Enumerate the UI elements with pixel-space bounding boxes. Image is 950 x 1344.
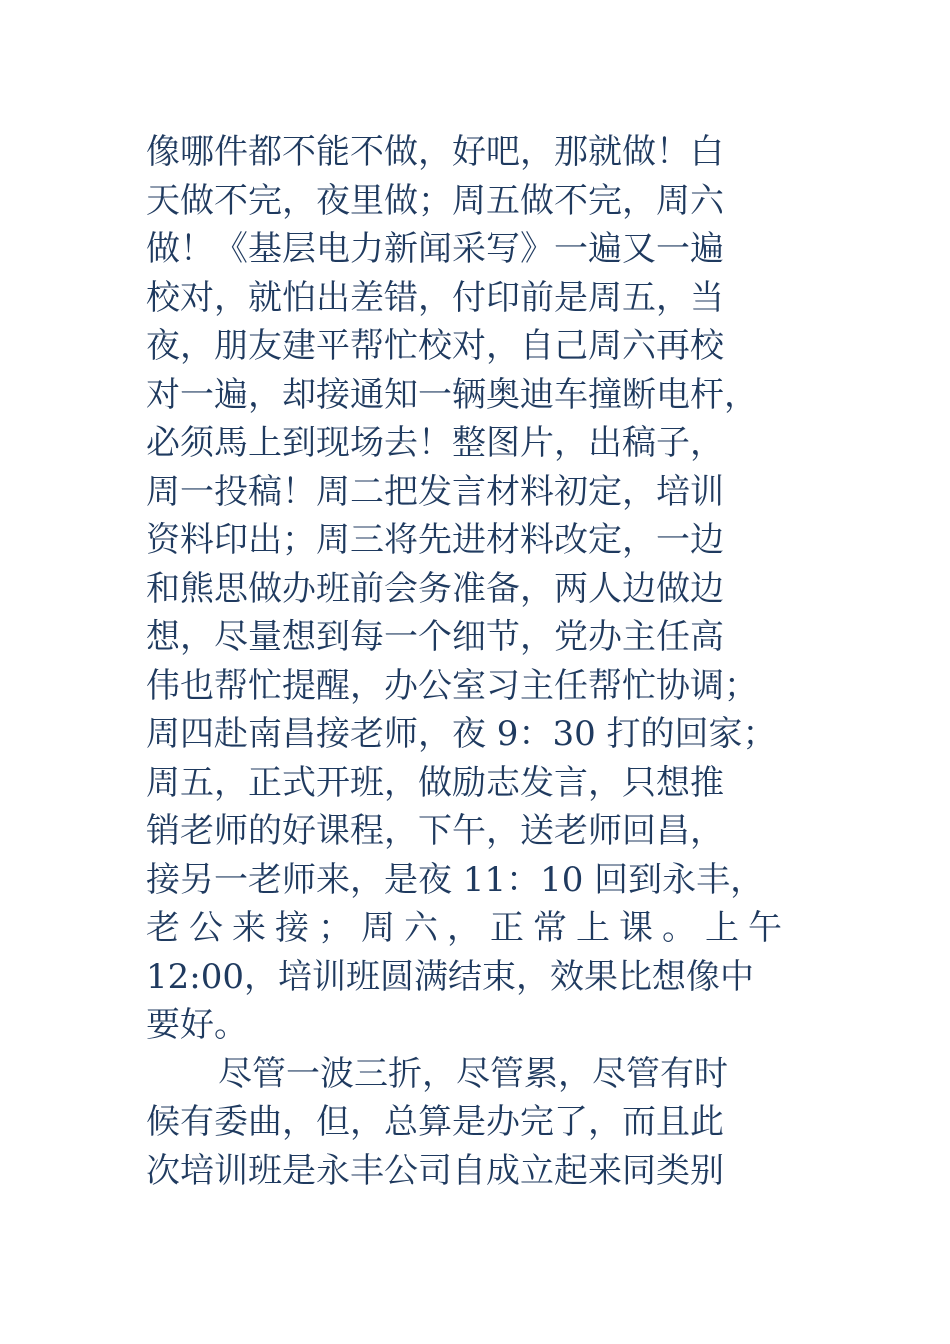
text-line: 周五，正式开班，做励志发言，只想推 bbox=[146, 762, 724, 803]
text-line: 天做不完，夜里做；周五做不完，周六 bbox=[146, 180, 724, 221]
text-line: 校对，就怕出差错，付印前是周五，当 bbox=[146, 277, 724, 318]
text-line: 像哪件都不能不做，好吧，那就做！白 bbox=[146, 132, 724, 172]
body-text bbox=[146, 128, 826, 1195]
text-line: 12:00，培训班圆满结束，效果比想像中 bbox=[146, 956, 754, 997]
text-line: 资料印出；周三将先进材料改定，一边 bbox=[146, 520, 724, 560]
text-line: 次培训班是永丰公司自成立起来同类别 bbox=[146, 1150, 724, 1191]
text-line: 销老师的好课程，下午，送老师回昌， bbox=[146, 811, 724, 851]
text-line: 伟也帮忙提醒，办公室习主任帮忙协调； bbox=[146, 665, 758, 706]
paragraph-2 bbox=[146, 1050, 826, 1196]
text-line: 必须馬上到现场去！整图片，出稿子， bbox=[146, 423, 724, 463]
text-line: 周一投稿！周二把发言材料初定，培训 bbox=[146, 471, 724, 512]
paragraph-1 bbox=[146, 128, 826, 1050]
text-line: 尽管一波三折，尽管累，尽管有时 bbox=[218, 1053, 728, 1094]
text-line: 和熊思做办班前会务准备，两人边做边 bbox=[146, 568, 724, 609]
text-line: 想，尽量想到每一个细节，党办主任高 bbox=[146, 617, 724, 657]
text-line: 夜，朋友建平帮忙校对，自己周六再校 bbox=[146, 326, 724, 366]
text-line: 要好。 bbox=[146, 1005, 248, 1045]
text-line: 周四赴南昌接老师，夜 9：30 打的回家； bbox=[146, 714, 777, 754]
text-line: 候有委曲，但，总算是办完了，而且此 bbox=[146, 1102, 724, 1142]
text-line: 老公来接；周六，正常上课。上午 bbox=[146, 908, 791, 948]
text-line: 对一遍，却接通知一辆奥迪车撞断电杆， bbox=[146, 374, 758, 415]
text-line: 做！《基层电力新闻采写》一遍又一遍 bbox=[146, 229, 724, 269]
text-line: 接另一老师来，是夜 11：10 回到永丰， bbox=[146, 859, 765, 900]
